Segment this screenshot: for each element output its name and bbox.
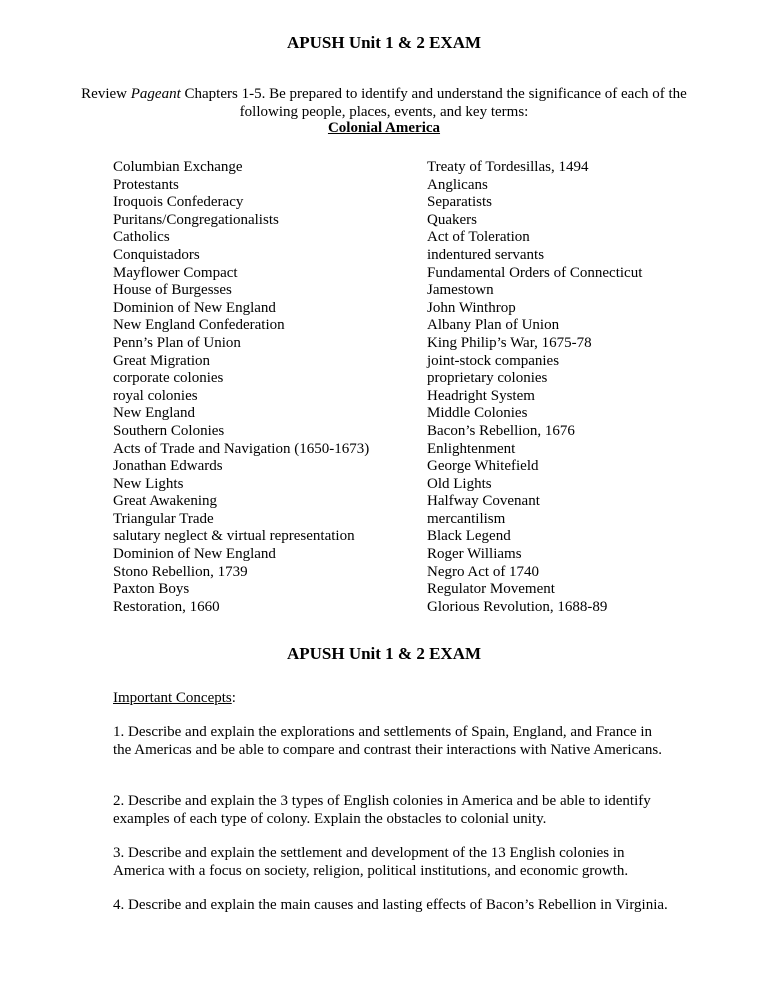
- term-item: Jonathan Edwards: [113, 458, 223, 475]
- second-page-title: APUSH Unit 1 & 2 EXAM: [286, 644, 482, 663]
- term-item: Southern Colonies: [113, 422, 225, 439]
- term-item: Separatists: [427, 194, 492, 211]
- term-item: Halfway Covenant: [427, 493, 540, 510]
- term-item: Roger Williams: [427, 546, 522, 563]
- concepts-label: Important Concepts: [113, 690, 232, 706]
- term-item: Act of Toleration: [427, 229, 530, 246]
- intro-rest: Chapters 1-5. Be prepared to identify and understand the significance of each of the following people, places, events, and key terms:: [180, 86, 687, 120]
- terms-right-column: [427, 159, 687, 616]
- term-item: Great Migration: [113, 352, 211, 369]
- terms-left-column: [113, 159, 413, 616]
- term-item: Conquistadors: [113, 246, 200, 263]
- term-item: Fundamental Orders of Connecticut: [427, 264, 643, 281]
- intro-book-title: Pageant: [130, 86, 181, 102]
- term-item: Negro Act of 1740: [427, 563, 540, 580]
- term-item: Bacon’s Rebellion, 1676: [427, 422, 575, 439]
- term-item: King Philip’s War, 1675-78: [427, 334, 592, 351]
- term-item: Regulator Movement: [427, 581, 555, 598]
- term-item: New Lights: [113, 475, 184, 492]
- term-item: Old Lights: [427, 475, 492, 492]
- term-item: Middle Colonies: [427, 405, 528, 422]
- term-item: Penn’s Plan of Union: [113, 334, 241, 351]
- section-heading: Colonial America: [327, 120, 441, 136]
- term-item: House of Burgesses: [113, 282, 232, 299]
- term-item: corporate colonies: [113, 370, 224, 387]
- term-item: Mayflower Compact: [113, 264, 238, 281]
- term-item: John Winthrop: [427, 299, 516, 316]
- term-item: Headright System: [427, 387, 535, 404]
- term-item: Columbian Exchange: [113, 159, 243, 175]
- concept-item: 2. Describe and explain the 3 types of English colonies in America and be able to identify examples of each type of colony. Explain the obstacles to colonial unity.: [113, 793, 651, 827]
- term-item: Quakers: [427, 211, 477, 228]
- term-item: New England: [113, 405, 196, 422]
- term-item: Triangular Trade: [113, 510, 214, 527]
- term-item: Puritans/Congregationalists: [113, 211, 279, 228]
- term-item: Stono Rebellion, 1739: [113, 563, 248, 580]
- term-item: indentured servants: [427, 246, 545, 263]
- term-item: Catholics: [113, 229, 170, 246]
- intro-paragraph: [80, 86, 688, 121]
- term-item: Iroquois Confederacy: [113, 194, 244, 211]
- term-item: Anglicans: [427, 176, 488, 193]
- term-item: Acts of Trade and Navigation (1650-1673): [113, 440, 370, 457]
- concept-item: 3. Describe and explain the settlement and development of the 13 English colonies in America with a focus on society, religion, political institutions, and economic growth.: [113, 845, 629, 879]
- concepts-heading: [113, 690, 236, 708]
- term-item: Jamestown: [427, 282, 494, 299]
- concept-item: 1. Describe and explain the explorations and settlements of Spain, England, and France in the Americas and be able to compare and contrast their interactions with Native Americans.: [113, 724, 662, 758]
- term-item: joint-stock companies: [427, 352, 560, 369]
- term-item: mercantilism: [427, 510, 506, 527]
- term-item: Glorious Revolution, 1688-89: [427, 598, 608, 615]
- term-item: Treaty of Tordesillas, 1494: [427, 159, 589, 175]
- term-item: proprietary colonies: [427, 370, 548, 387]
- term-item: Great Awakening: [113, 493, 218, 510]
- concept-item: 4. Describe and explain the main causes and lasting effects of Bacon’s Rebellion in Virginia.: [113, 897, 668, 913]
- term-item: Albany Plan of Union: [427, 317, 560, 334]
- term-item: Protestants: [113, 176, 179, 193]
- term-item: New England Confederation: [113, 317, 285, 334]
- term-item: Dominion of New England: [113, 299, 276, 316]
- page-title: APUSH Unit 1 & 2 EXAM: [286, 33, 482, 52]
- concepts-colon: :: [231, 690, 236, 706]
- term-item: Dominion of New England: [113, 546, 276, 563]
- intro-prefix: Review: [81, 86, 131, 102]
- term-item: Black Legend: [427, 528, 511, 545]
- term-item: George Whitefield: [427, 458, 539, 475]
- term-item: salutary neglect & virtual representation: [113, 528, 355, 545]
- term-item: Paxton Boys: [113, 581, 190, 598]
- term-item: royal colonies: [113, 387, 198, 404]
- term-item: Enlightenment: [427, 440, 516, 457]
- term-item: Restoration, 1660: [113, 598, 220, 615]
